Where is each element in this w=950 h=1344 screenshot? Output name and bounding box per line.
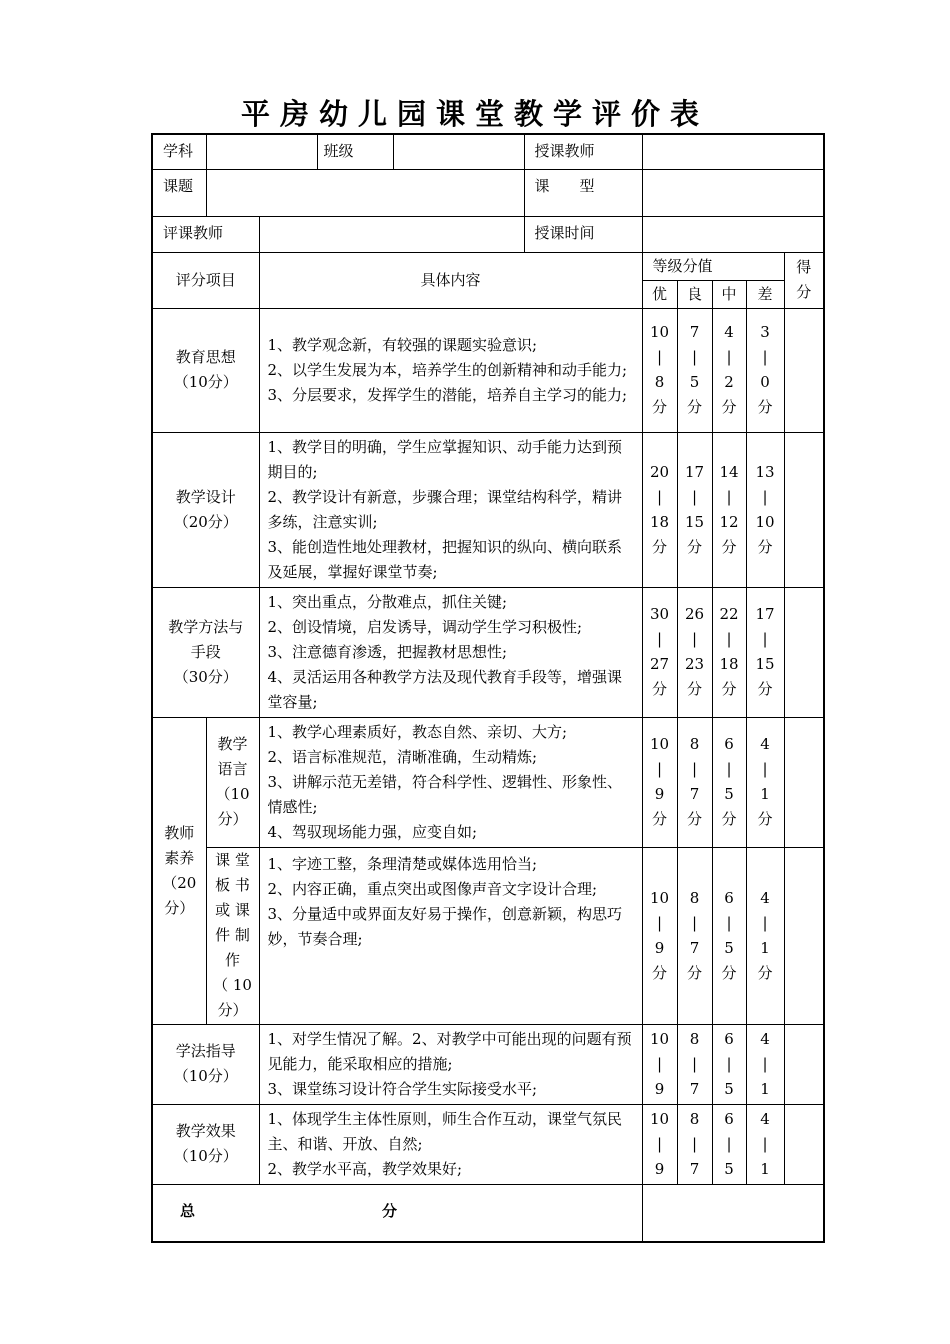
subcategory-text: 板 书 (215, 876, 250, 894)
grade-value: 分 (757, 810, 773, 828)
grade-value: | (691, 760, 698, 778)
grade-cell (677, 1104, 712, 1184)
category-cell (152, 587, 259, 717)
class-field[interactable] (393, 134, 524, 169)
total-label (152, 1184, 642, 1242)
lesson-time-label: 授课时间 (524, 216, 642, 252)
grade-value: | (656, 1054, 663, 1073)
grade-cell (677, 1024, 712, 1104)
grade-value: 15 (684, 512, 705, 531)
subcategory-text: 分） (217, 810, 248, 828)
grade-value: | (762, 630, 768, 648)
grade-value: 12 (719, 512, 739, 531)
criterion: 2、创设情境，启发诱导，调动学生学习积极性; (267, 617, 583, 636)
grade-cell (746, 308, 784, 432)
category-cell (152, 1104, 259, 1184)
topic-label: 课题 (152, 169, 206, 216)
criterion: 1、教学心理素质好，教态自然、亲切、大方; (267, 722, 568, 741)
header-row-3 (152, 216, 824, 252)
grade-value: 分 (721, 537, 737, 556)
category-cell (152, 432, 259, 587)
grade-value: 13 (755, 462, 775, 481)
grade-value: 4 (760, 1029, 770, 1048)
score-input[interactable] (784, 1104, 824, 1184)
grade-value: | (656, 487, 663, 506)
grade-value: | (726, 348, 732, 366)
category-text: 分） (164, 898, 195, 917)
grade-value: 1 (760, 785, 770, 803)
grade-cell (746, 1024, 784, 1104)
category-text: 学法指导 (175, 1042, 236, 1060)
table-row (152, 432, 824, 587)
grade-cell (712, 432, 746, 587)
table-row (152, 1024, 824, 1104)
subcategory-text: 分） (217, 1001, 248, 1019)
subcategory-text: 件 制 (215, 926, 250, 944)
grade-value: 8 (654, 373, 665, 391)
grade-value: 7 (689, 785, 700, 803)
content-cell (259, 1024, 642, 1104)
score-header-char: 分 (796, 283, 812, 301)
grade-value: 分 (651, 680, 667, 698)
subcategory-text: 教学 (217, 735, 248, 753)
lesson-type-label: 课 型 (524, 169, 642, 216)
grade-value: 分 (757, 398, 773, 416)
category-text: 手段 (190, 642, 221, 661)
grade-cell (677, 587, 712, 717)
grade-value: | (691, 348, 698, 366)
grade-value: 6 (724, 1029, 734, 1048)
grade-value: 18 (719, 655, 739, 673)
criterion: 2、教学水平高，教学效果好; (267, 1159, 463, 1178)
subcategory-cell (206, 717, 259, 847)
grade-cell (677, 432, 712, 587)
grade-value: | (726, 487, 732, 506)
category-text: （20分） (173, 512, 238, 531)
grade-cell (712, 308, 746, 432)
grade-cell (642, 847, 677, 1024)
grade-value: | (762, 1134, 768, 1153)
grade-cell (642, 717, 677, 847)
teacher-field[interactable] (642, 134, 824, 169)
content-cell (259, 432, 642, 587)
category-text: 教学设计 (175, 487, 236, 506)
grade-good: 良 (677, 280, 712, 308)
grade-value: 分 (651, 398, 667, 416)
score-input[interactable] (784, 308, 824, 432)
criterion: 3、能创造性地处理教材，把握知识的纵向、横向联系及延展，掌握好课堂节奏; (267, 537, 623, 581)
category-text: 素养 (164, 848, 195, 867)
category-cell (152, 717, 206, 1024)
grade-value: 4 (724, 323, 734, 341)
grade-value: 5 (724, 1159, 734, 1178)
content-cell (259, 847, 642, 1024)
table-row (152, 847, 824, 1024)
category-text: （10分） (173, 373, 238, 391)
grade-value: | (726, 1134, 732, 1153)
evaluator-label: 评课教师 (152, 216, 259, 252)
grade-value: 1 (760, 1079, 770, 1098)
grade-value: 8 (689, 1109, 700, 1128)
grade-excellent: 优 (642, 280, 677, 308)
grade-value: 14 (719, 462, 739, 481)
grade-value: 9 (654, 1159, 665, 1178)
grade-value: 分 (721, 680, 737, 698)
grade-value: | (656, 630, 663, 648)
grade-value: 30 (649, 605, 670, 623)
grade-value: 分 (757, 680, 773, 698)
grade-cell (746, 1104, 784, 1184)
grade-cell (642, 1024, 677, 1104)
grade-value: | (726, 760, 732, 778)
grade-value: 分 (757, 963, 773, 982)
evaluator-field[interactable] (259, 216, 524, 252)
grade-value: 1 (760, 938, 770, 957)
criterion: 4、驾驭现场能力强，应变自如; (267, 822, 478, 841)
category-text: （10分） (173, 1147, 238, 1165)
grade-value: 分 (757, 537, 773, 556)
grade-value: 10 (755, 512, 775, 531)
class-label: 班级 (317, 134, 393, 169)
category-cell (152, 1024, 259, 1104)
criterion: 1、体现学生主体性原则，师生合作互动，课堂气氛民主、和谐、开放、自然; (267, 1109, 623, 1153)
table-row (152, 587, 824, 717)
criterion: 1、突出重点，分散难点，抓住关键; (267, 592, 508, 611)
grade-cell (712, 1104, 746, 1184)
content-header: 具体内容 (259, 252, 642, 308)
subject-label: 学科 (152, 134, 206, 169)
total-label-left: 总 (180, 1201, 196, 1220)
grade-value: | (762, 913, 768, 932)
content-cell (259, 308, 642, 432)
subject-field[interactable] (206, 134, 317, 169)
table-row (152, 1104, 824, 1184)
grade-value: 5 (724, 785, 734, 803)
grade-value: 22 (719, 605, 739, 623)
subcategory-text: 或 课 (215, 901, 250, 919)
grade-value: | (762, 1054, 768, 1073)
grade-value: 4 (760, 735, 770, 753)
grade-value: | (726, 630, 732, 648)
grade-value: 4 (760, 888, 770, 907)
subcategory-text: （10 (215, 785, 250, 803)
category-text: （30分） (173, 667, 238, 686)
grade-value: 5 (689, 373, 700, 391)
grade-cell (712, 1024, 746, 1104)
content-cell (259, 1104, 642, 1184)
grade-value: | (726, 913, 732, 932)
score-input[interactable] (784, 717, 824, 847)
grade-value: 分 (651, 537, 667, 556)
grade-value: 0 (760, 373, 770, 391)
criterion: 3、分量适中或界面友好易于操作，创意新颖，构思巧妙，节奏合理; (267, 904, 623, 948)
grade-value: | (762, 487, 768, 506)
category-cell (152, 308, 259, 432)
grade-value: 7 (689, 323, 700, 341)
evaluation-table (151, 133, 825, 1243)
criterion: 3、讲解示范无差错，符合科学性、逻辑性、形象性、情感性; (267, 772, 623, 816)
criterion: 1、教学观念新，有较强的课题实验意识; (267, 335, 538, 354)
grade-value: | (726, 1054, 732, 1073)
grade-value: | (691, 913, 698, 932)
grade-poor: 差 (746, 280, 784, 308)
grade-value: 6 (724, 888, 734, 907)
subcategory-text: （ 10 (213, 976, 252, 994)
grade-value: | (656, 913, 663, 932)
table-row (152, 308, 824, 432)
item-header: 评分项目 (152, 252, 259, 308)
grade-value: 分 (721, 398, 737, 416)
category-text: 教学效果 (175, 1122, 236, 1140)
grade-value: 17 (755, 605, 775, 623)
grade-value: | (691, 630, 698, 648)
score-input[interactable] (784, 432, 824, 587)
form-title: 平房幼儿园课堂教学评价表 (240, 97, 709, 131)
grade-fair: 中 (712, 280, 746, 308)
grade-value: 6 (724, 1109, 734, 1128)
score-header-char: 得 (796, 258, 812, 276)
subcategory-text: 作 (224, 951, 240, 969)
grade-value: 8 (689, 888, 700, 907)
criterion: 3、课堂练习设计符合学生实际接受水平; (267, 1079, 538, 1098)
grade-value: 7 (689, 938, 700, 957)
grade-value: 10 (649, 323, 670, 341)
grade-cell (677, 717, 712, 847)
criterion: 1、教学目的明确，学生应掌握知识、动手能力达到预期目的; (267, 437, 623, 481)
grade-value: 17 (684, 462, 705, 481)
criterion: 1、对学生情况了解。2、对教学中可能出现的问题有预见能力，能采取相应的措施; (267, 1029, 632, 1073)
grade-value: 分 (686, 963, 702, 982)
column-header-row (152, 252, 824, 280)
grade-value: 9 (654, 938, 665, 957)
grade-value: | (762, 760, 768, 778)
grade-value: | (691, 1134, 698, 1153)
grade-cell (746, 587, 784, 717)
criterion: 4、灵活运用各种教学方法及现代教育手段等，增强课堂容量; (267, 667, 623, 711)
grade-value: 10 (649, 1109, 670, 1128)
header-row-1 (152, 134, 824, 169)
category-text: 教师 (164, 823, 195, 842)
criterion: 1、字迹工整，条理清楚或媒体选用恰当; (267, 854, 538, 873)
teacher-label: 授课教师 (524, 134, 642, 169)
grade-value: 20 (649, 462, 670, 481)
grade-cell (642, 308, 677, 432)
grade-cell (746, 847, 784, 1024)
category-text: 教育思想 (175, 348, 236, 366)
grade-value: 7 (689, 1159, 700, 1178)
grade-cell (746, 717, 784, 847)
grade-value: 分 (721, 963, 737, 982)
grade-value: 4 (760, 1109, 770, 1128)
lesson-type-field[interactable] (642, 169, 824, 216)
grade-value: 3 (760, 323, 770, 341)
grade-value: 8 (689, 735, 700, 753)
grade-value: 10 (649, 1029, 670, 1048)
grade-header: 等级分值 (642, 252, 784, 280)
topic-field[interactable] (206, 169, 524, 216)
grade-cell (712, 717, 746, 847)
grade-value: 1 (760, 1159, 770, 1178)
score-input[interactable] (784, 1024, 824, 1104)
category-text: （10分） (173, 1067, 238, 1085)
criterion: 2、语言标准规范，清晰准确，生动精炼; (267, 747, 538, 766)
grade-value: 分 (721, 810, 737, 828)
grade-value: 分 (686, 398, 702, 416)
grade-value: 9 (654, 1079, 665, 1098)
grade-cell (642, 432, 677, 587)
criterion: 2、教学设计有新意，步骤合理；课堂结构科学，精讲多练，注意实训; (267, 487, 623, 531)
grade-value: 10 (649, 888, 670, 907)
grade-cell (677, 308, 712, 432)
category-text: （20 (162, 873, 197, 892)
grade-value: 9 (654, 785, 665, 803)
lesson-time-field[interactable] (642, 216, 824, 252)
grade-value: 分 (651, 963, 667, 982)
grade-value: 6 (724, 735, 734, 753)
content-cell (259, 717, 642, 847)
criterion: 2、内容正确，重点突出或图像声音文字设计合理; (267, 879, 598, 898)
grade-value: 分 (651, 810, 667, 828)
grade-value: 7 (689, 1079, 700, 1098)
category-text: 教学方法与 (168, 617, 244, 636)
grade-value: | (656, 348, 663, 366)
grade-value: 5 (724, 938, 734, 957)
grade-value: 分 (686, 680, 702, 698)
grade-value: | (691, 487, 698, 506)
header-row-2 (152, 169, 824, 216)
grade-value: 27 (649, 655, 670, 673)
grade-value: | (656, 760, 663, 778)
grade-value: 18 (649, 512, 670, 531)
criterion: 3、注意德育渗透，把握教材思想性; (267, 642, 508, 661)
grade-value: 26 (684, 605, 705, 623)
score-input[interactable] (784, 587, 824, 717)
table-row (152, 717, 824, 847)
grade-cell (712, 587, 746, 717)
grade-value: 分 (686, 537, 702, 556)
total-score-field[interactable] (642, 1184, 824, 1242)
grade-value: | (656, 1134, 663, 1153)
content-cell (259, 587, 642, 717)
grade-cell (746, 432, 784, 587)
grade-cell (642, 1104, 677, 1184)
grade-value: 2 (724, 373, 734, 391)
total-label-right: 分 (382, 1201, 398, 1220)
subcategory-cell (206, 847, 259, 1024)
grade-value: | (691, 1054, 698, 1073)
criterion: 3、分层要求，发挥学生的潜能，培养自主学习的能力; (267, 385, 628, 404)
grade-cell (677, 847, 712, 1024)
subcategory-text: 语言 (217, 760, 248, 778)
grade-value: 5 (724, 1079, 734, 1098)
grade-value: 15 (755, 655, 775, 673)
grade-value: 8 (689, 1029, 700, 1048)
grade-value: 23 (684, 655, 705, 673)
grade-cell (642, 587, 677, 717)
criterion: 2、以学生发展为本，培养学生的创新精神和动手能力; (267, 360, 628, 379)
grade-value: 10 (649, 735, 670, 753)
score-header (784, 252, 824, 308)
grade-value: 分 (686, 810, 702, 828)
grade-cell (712, 847, 746, 1024)
score-input[interactable] (784, 847, 824, 1024)
subcategory-text: 课 堂 (215, 851, 250, 869)
grade-value: | (762, 348, 768, 366)
total-row (152, 1184, 824, 1242)
